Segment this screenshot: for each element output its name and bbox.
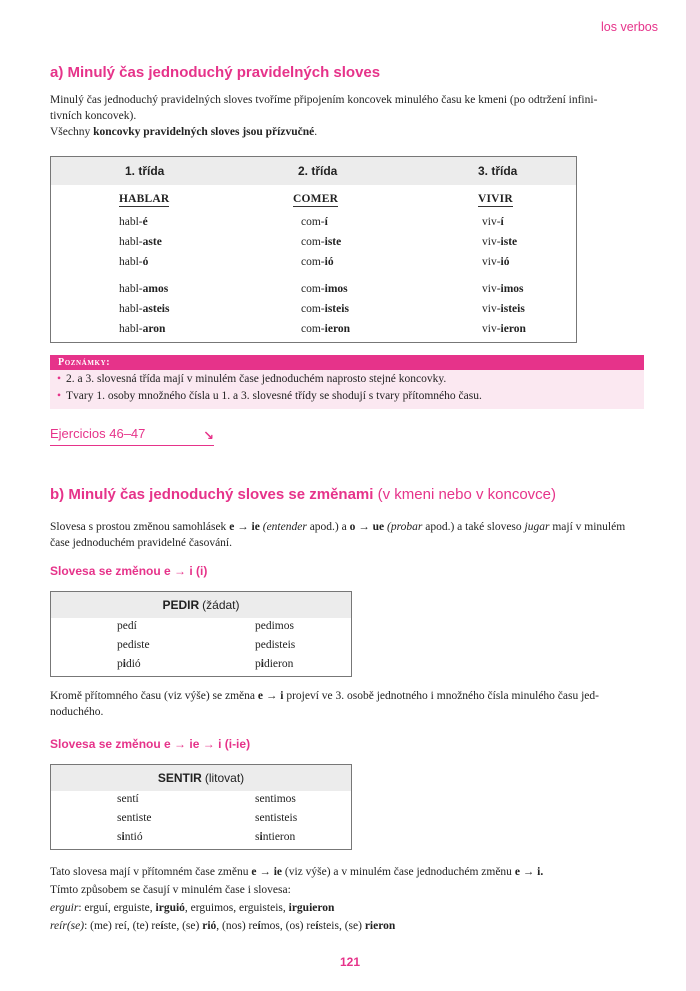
verb-pedir: PEDIR <box>162 598 200 612</box>
verb-stem: habl- <box>119 323 143 335</box>
pedir-header <box>51 592 351 618</box>
header-class-2: 2. třída <box>298 164 338 178</box>
text: , (nos) re <box>216 920 258 932</box>
verb-ending: í <box>324 216 328 228</box>
form-text: í <box>133 620 137 632</box>
intro-line-1 <box>50 519 644 535</box>
verb-stem: viv- <box>482 283 501 295</box>
conjugation-cell <box>301 216 328 228</box>
pedir-table <box>50 591 352 677</box>
closing-line-1 <box>50 863 644 881</box>
section-b-intro <box>50 519 644 551</box>
page-number: 121 <box>339 955 361 969</box>
conjugation-form <box>117 793 139 805</box>
conjugation-form <box>255 620 294 632</box>
section-b-title-bold: b) Minulý čas jednoduchý sloves se změnami <box>50 486 374 503</box>
text: projeví ve 3. osobě jednotného i množného čísla minulého času jed- <box>283 690 599 702</box>
verb-ending: amos <box>142 283 169 295</box>
verb-stem: habl- <box>119 256 143 268</box>
sentir-table <box>50 764 352 850</box>
verb-ending: iste <box>324 236 342 248</box>
verb-stem: habl- <box>119 303 143 315</box>
form-text: sentisteis <box>255 812 298 824</box>
text: mají v minulém <box>549 521 626 533</box>
form-text: sent <box>117 793 136 805</box>
after-pedir-text <box>50 688 644 720</box>
bold-text: rió <box>202 920 217 932</box>
text: (viz výše) a v minulém čase jednoduchém změnu <box>282 866 515 878</box>
bold-text: irguió <box>155 902 185 914</box>
verb-hablar: HABLAR <box>119 193 170 205</box>
arrow-text: → <box>234 521 252 533</box>
form-text: pedisteis <box>255 639 296 651</box>
form-text: s <box>255 831 260 843</box>
bold-text: í <box>315 920 319 932</box>
intro-line-2: tivních koncovek). <box>50 110 137 122</box>
bold-text: o <box>349 521 356 533</box>
verb-sentir: SENTIR <box>157 771 202 785</box>
note-item <box>50 371 644 388</box>
verb-ending: ió <box>500 256 510 268</box>
exercises-label: Ejercicios 46–47 <box>50 426 146 441</box>
form-text: p <box>117 658 123 670</box>
verb-ending: isteis <box>324 303 349 315</box>
verb-ending: iste <box>500 236 518 248</box>
header-class-3: 3. třída <box>478 164 518 178</box>
bold-text: koncovky pravidelných sloves jsou přízvučné <box>93 126 315 138</box>
conjugation-form <box>117 620 137 632</box>
bold-text: ie <box>251 521 260 533</box>
form-text: dió <box>125 658 141 670</box>
note-item <box>50 388 644 405</box>
verb-meaning: (žádat) <box>202 598 240 612</box>
text: : (me) reí, (te) re <box>84 920 161 932</box>
conjugation-form <box>255 658 293 670</box>
stem-change-mark: i <box>121 831 125 843</box>
arrow-text: → <box>355 521 373 533</box>
section-b-title-normal: (v kmeni nebo v koncovce) <box>373 486 557 503</box>
bullet-icon: • <box>57 373 62 385</box>
conjugation-cell <box>119 323 165 335</box>
conjugation-form <box>117 639 150 651</box>
closing-text <box>50 863 644 935</box>
italic-text: (entender <box>259 521 307 533</box>
verb-ending: imos <box>500 283 524 295</box>
verb-ending: isteis <box>500 303 525 315</box>
after-line-2: noduchého. <box>50 706 104 718</box>
bold-text: e <box>229 521 235 533</box>
stem-change-mark: i <box>122 658 126 670</box>
form-text: sentiste <box>117 812 152 824</box>
form-text: pediste <box>117 639 150 651</box>
section-b-title <box>50 486 556 503</box>
exercises-link[interactable] <box>50 426 214 446</box>
bold-text: e → ie <box>251 866 283 878</box>
conjugation-cell <box>119 283 168 295</box>
intro-line-2: čase jednoduchém pravidelné časování. <box>50 537 233 549</box>
text: apod.) a také sloveso <box>422 521 525 533</box>
text: steis, (se) <box>318 920 365 932</box>
stem-change-mark: i <box>260 658 264 670</box>
conjugation-form <box>117 812 152 824</box>
form-text: p <box>255 658 261 670</box>
subsection-e-i-title: Slovesa se změnou e → i (i) <box>50 564 208 578</box>
italic-text: reír(se) <box>50 920 85 932</box>
bold-text: e <box>257 690 263 702</box>
notes-title: Poznámky: <box>50 355 644 370</box>
closing-line-reir <box>50 917 644 935</box>
form-text: s <box>117 831 122 843</box>
bullet-icon: • <box>57 390 62 402</box>
text: Všechny <box>50 126 94 138</box>
text: Tato slovesa mají v přítomném čase změnu <box>50 866 252 878</box>
text: apod.) a <box>306 521 350 533</box>
conjugation-cell <box>301 256 334 268</box>
conjugation-cell <box>482 236 517 248</box>
verb-stem: com- <box>301 256 325 268</box>
bold-text: irguieron <box>288 902 335 914</box>
form-text: sentimos <box>255 793 296 805</box>
verb-stem: habl- <box>119 236 143 248</box>
text: mos, (os) re <box>260 920 316 932</box>
conjugation-form <box>117 658 141 670</box>
section-a-accent-note <box>50 124 644 140</box>
verb-stem: com- <box>301 283 325 295</box>
conjugation-form <box>255 831 295 843</box>
verb-ending: ió <box>324 256 334 268</box>
verb-stem: habl- <box>119 216 143 228</box>
stem-change-mark: i <box>259 831 263 843</box>
closing-line-erguir <box>50 899 644 917</box>
conjugation-cell <box>119 216 148 228</box>
italic-text: jugar <box>524 521 550 533</box>
form-text: í <box>135 793 139 805</box>
conjugation-form <box>255 793 296 805</box>
conjugation-cell <box>482 323 526 335</box>
verb-ending: é <box>142 216 148 228</box>
verb-stem: com- <box>301 216 325 228</box>
table-header <box>51 157 576 185</box>
conjugation-cell <box>119 303 169 315</box>
conjugation-cell <box>482 303 525 315</box>
conjugation-cell <box>119 256 148 268</box>
bold-text: í <box>160 920 164 932</box>
verb-meaning: (litovat) <box>204 771 245 785</box>
subsection-e-ie-i-title: Slovesa se změnou e → ie → i (i-ie) <box>50 737 251 751</box>
verb-ending: aron <box>142 323 166 335</box>
form-text: pedimos <box>255 620 294 632</box>
verb-ending: aste <box>142 236 162 248</box>
running-head: los verbos <box>601 20 658 34</box>
italic-text: erguir <box>50 902 79 914</box>
bold-text: ue <box>372 521 385 533</box>
verb-ending: ieron <box>324 323 350 335</box>
bold-text: rieron <box>364 920 396 932</box>
conjugation-cell <box>301 283 348 295</box>
arrow-text: → <box>263 690 281 702</box>
italic-text: (probar <box>384 521 423 533</box>
text: Slovesa s prostou změnou samohlásek <box>50 521 230 533</box>
verb-ending: asteis <box>142 303 170 315</box>
form-text: ped <box>117 620 134 632</box>
conjugation-cell <box>482 256 509 268</box>
conjugation-form <box>255 639 295 651</box>
header-class-1: 1. třída <box>125 164 165 178</box>
arrow-down-right-icon: ↘ <box>203 428 214 443</box>
conjugation-cell <box>301 236 341 248</box>
note-text: 2. a 3. slovesná třída mají v minulém čase jednoduchém naprosto stejné koncovky. <box>66 373 447 385</box>
closing-line-2: Tímto způsobem se časují v minulém čase i slovesa: <box>50 884 291 896</box>
verb-stem: viv- <box>482 216 501 228</box>
page-edge-strip <box>686 0 700 991</box>
section-a-intro <box>50 92 644 124</box>
regular-conjugation-table <box>50 156 577 343</box>
bold-text: í <box>257 920 261 932</box>
conjugation-cell <box>119 236 162 248</box>
verb-stem: viv- <box>482 323 501 335</box>
text: Kromě přítomného času (viz výše) se změna <box>50 690 258 702</box>
text: , erguimos, erguisteis, <box>184 902 289 914</box>
form-text: ntió <box>124 831 143 843</box>
conjugation-cell <box>301 303 349 315</box>
verb-ending: ó <box>142 256 149 268</box>
conjugation-form <box>255 812 297 824</box>
verb-ending: imos <box>324 283 348 295</box>
verb-vivir: VIVIR <box>478 193 513 205</box>
conjugation-cell <box>482 216 504 228</box>
sentir-header <box>51 765 351 791</box>
conjugation-cell <box>482 283 524 295</box>
bold-text: e → i. <box>514 866 544 878</box>
verb-stem: com- <box>301 303 325 315</box>
verb-stem: viv- <box>482 303 501 315</box>
verb-ending: í <box>500 216 504 228</box>
verb-stem: com- <box>301 236 325 248</box>
notes-box <box>50 355 644 409</box>
verb-stem: habl- <box>119 283 143 295</box>
verb-comer: COMER <box>293 193 339 205</box>
form-text: ntieron <box>262 831 296 843</box>
text: : erguí, erguiste, <box>78 902 156 914</box>
verb-stem: viv- <box>482 236 501 248</box>
conjugation-form <box>117 831 143 843</box>
conjugation-cell <box>301 323 350 335</box>
after-line-1 <box>50 688 644 704</box>
verb-ending: ieron <box>500 323 526 335</box>
form-text: dieron <box>263 658 294 670</box>
verb-stem: viv- <box>482 256 501 268</box>
text: . <box>314 126 318 138</box>
text: ste, (se) <box>163 920 203 932</box>
verb-stem: com- <box>301 323 325 335</box>
intro-line-1: Minulý čas jednoduchý pravidelných sloves tvoříme připojením koncovek minulého času ke kmeni (po odtržení infini- <box>50 94 598 106</box>
section-a-title: a) Minulý čas jednoduchý pravidelných sloves <box>50 64 381 81</box>
note-text: Tvary 1. osoby množného čísla u 1. a 3. slovesné třídy se shodují s tvary přítomného času. <box>66 390 482 402</box>
bold-text: i <box>280 690 284 702</box>
